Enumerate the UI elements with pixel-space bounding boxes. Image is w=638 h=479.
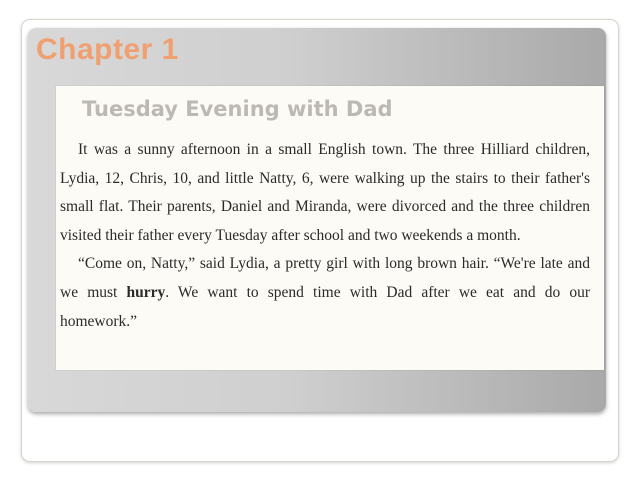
paragraph-2 (60, 250, 590, 336)
chapter-title: Chapter 1 (36, 33, 179, 66)
paragraph-1: It was a sunny afternoon in a small English town. The three Hilliard children, Lydia, 12, Chris, 10, and little Natty, 6, were walking up the stairs to their father's small flat. Their parents, Daniel and Miranda, were divorced and the three children visited their father every Tuesday after school and two weekends a month. (60, 141, 590, 244)
paragraph-2-start: “Come on, Natty,” said Lydia, a pretty girl with long brown hair. “We're late and we must (60, 255, 590, 301)
paragraph-2-end: . We want to spend time with Dad after we eat and do our homework.” (60, 283, 590, 330)
emphasized-word: hurry (126, 283, 166, 301)
book-page-image (56, 86, 604, 370)
story-text (60, 136, 590, 336)
section-heading: Tuesday Evening with Dad (82, 97, 393, 121)
